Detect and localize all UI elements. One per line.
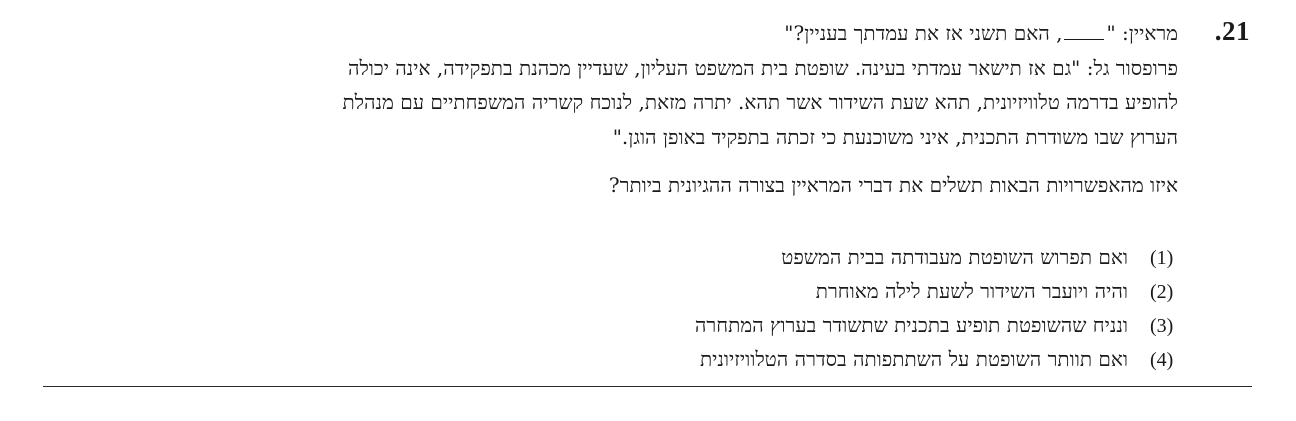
option-text: ונניח שהשופטת תופיע בתכנית שתשודר בערוץ המתחרה [694, 313, 1128, 337]
option-number: (2) [1150, 281, 1174, 303]
option-text: והיה ויועבר השידור לשעת לילה מאוחרת [815, 279, 1128, 303]
interviewer-suffix: , האם תשני אז את עמדתך בעניין?" [784, 21, 1063, 45]
professor-line-1: פרופסור גל: "גם אז תישאר עמדתי בעינה. שופטת בית המשפט העליון, שעדיין מכהנת בתפקידה, אינה יכולה [347, 55, 1178, 80]
answer-option-4[interactable] [695, 345, 1178, 379]
option-number: (3) [1150, 315, 1174, 337]
option-text: ואם תוותר השופטת על השתתפותה בסדרה הטלוויזיונית [699, 347, 1128, 371]
question-passage [68, 16, 1178, 154]
question-number: .21 [1214, 16, 1250, 46]
interviewer-line [68, 16, 1178, 51]
option-number: (1) [1150, 247, 1174, 269]
divider-line [43, 386, 1252, 387]
option-text: ואם תפרוש השופטת מעבודתה בבית המשפט [781, 245, 1128, 269]
interviewer-prefix: מראיין: " [1106, 21, 1178, 45]
answer-options [695, 243, 1178, 379]
professor-line-3: הערוץ שבו משודרת התכנית, איני משוכנעת כי זכתה בתפקיד באופן הוגן." [612, 124, 1178, 149]
answer-blank [1064, 25, 1104, 40]
answer-option-3[interactable] [695, 311, 1178, 345]
professor-line-2: להופיע בדרמה טלוויזיונית, תהא שעת השידור אשר תהא. יתרה מזאת, לנוכח קשריה המשפחתיים עם מנהלת [342, 90, 1178, 114]
answer-option-2[interactable] [695, 277, 1178, 311]
answer-option-1[interactable] [695, 243, 1178, 277]
question-prompt: איזו מהאפשרויות הבאות תשלים את דברי המראיין בצורה ההגיונית ביותר? [608, 173, 1178, 197]
option-number: (4) [1150, 349, 1174, 371]
